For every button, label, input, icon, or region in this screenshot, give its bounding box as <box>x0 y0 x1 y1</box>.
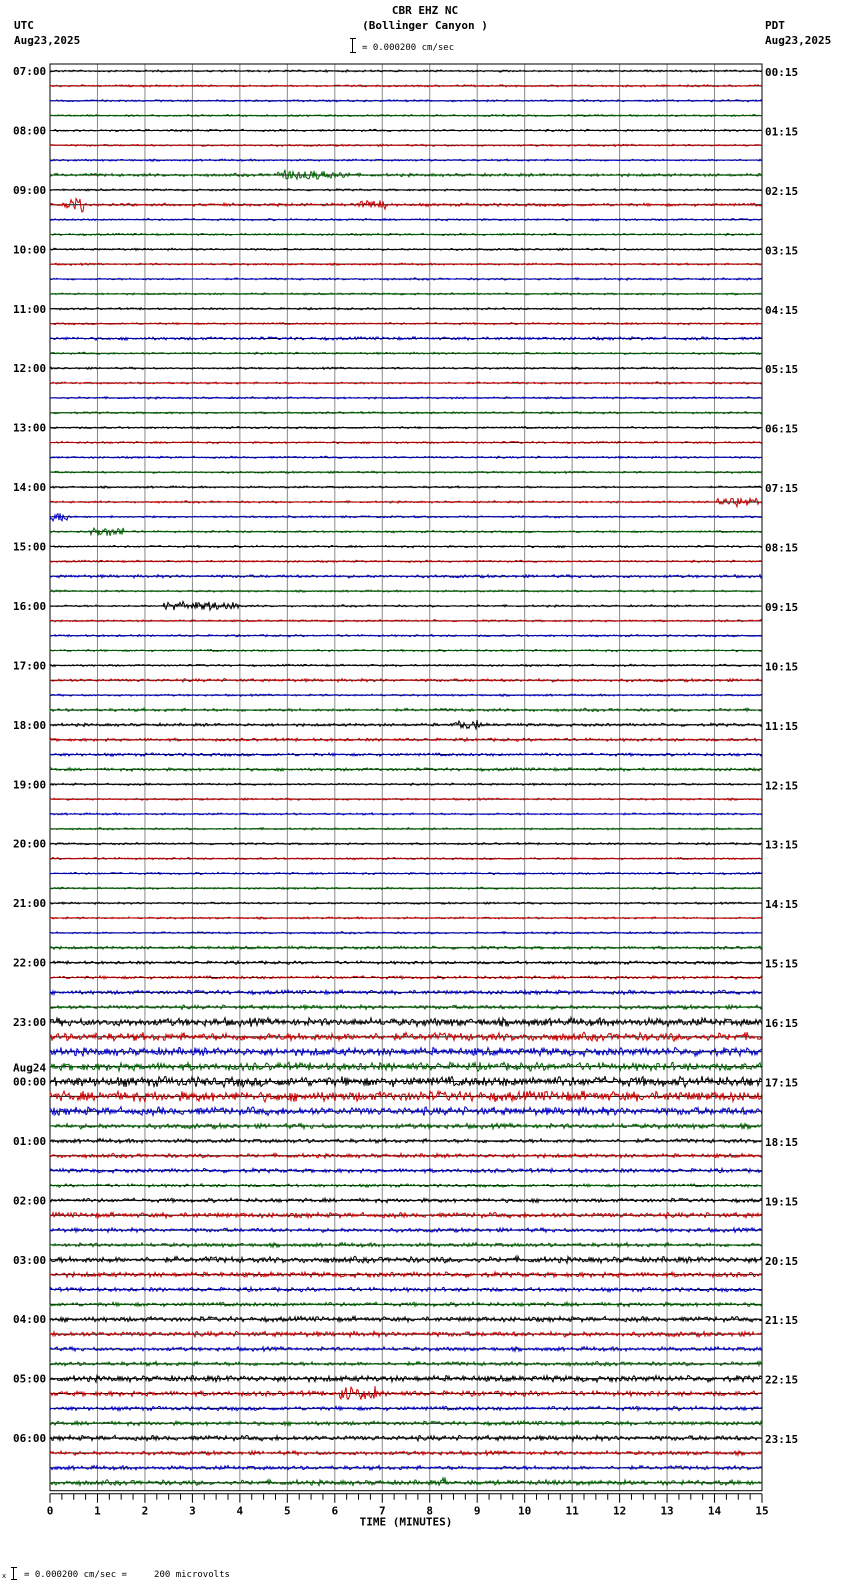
x-tick-label: 9 <box>473 1504 481 1518</box>
utc-hour-label: 10:00 <box>13 243 47 257</box>
pdt-hour-label: 14:15 <box>765 898 799 912</box>
seismic-trace <box>50 1451 762 1456</box>
seismic-trace <box>50 471 762 473</box>
seismic-trace <box>50 323 762 325</box>
utc-hour-label: 04:00 <box>13 1313 47 1327</box>
footer-scale-note: = 0.000200 cm/sec = 200 microvolts <box>24 1570 230 1580</box>
utc-hour-label: 13:00 <box>13 421 47 435</box>
seismic-trace <box>50 1362 762 1366</box>
utc-hour-label: 15:00 <box>13 540 47 554</box>
pdt-hour-label: 00:15 <box>765 66 799 79</box>
seismic-trace <box>50 694 762 696</box>
pdt-hour-label: 12:15 <box>765 779 799 793</box>
seismic-trace <box>50 858 762 860</box>
utc-hour-label: 07:00 <box>13 65 47 78</box>
utc-hour-label: 08:00 <box>13 124 47 138</box>
pdt-hour-label: 20:15 <box>765 1254 799 1268</box>
seismic-trace <box>50 649 762 651</box>
pdt-hour-label: 09:15 <box>765 600 799 614</box>
pdt-hour-label: 13:15 <box>765 838 799 852</box>
x-tick-label: 7 <box>378 1504 386 1518</box>
utc-hour-label: 03:00 <box>13 1253 47 1267</box>
seismic-trace <box>50 590 762 592</box>
seismic-trace <box>50 620 762 622</box>
seismic-trace <box>50 1466 762 1470</box>
pdt-hour-label: 07:15 <box>765 482 799 496</box>
seismic-trace <box>50 144 762 146</box>
seismic-trace <box>50 1386 762 1399</box>
seismic-trace <box>50 753 762 756</box>
seismic-trace <box>50 1243 762 1248</box>
utc-hour-label: 17:00 <box>13 659 47 673</box>
scale-label: = 0.000200 cm/sec <box>362 43 455 53</box>
utc-hour-label: 20:00 <box>13 837 47 851</box>
seismic-trace <box>50 1107 762 1116</box>
seismic-trace <box>50 352 762 354</box>
pdt-hour-label: 19:15 <box>765 1195 799 1209</box>
left-date: Aug23,2025 <box>14 34 81 47</box>
seismic-trace <box>50 278 762 280</box>
utc-hour-label: 01:00 <box>13 1134 47 1148</box>
seismic-trace <box>50 664 762 666</box>
seismic-trace <box>50 248 762 250</box>
pdt-hour-label: 10:15 <box>765 660 799 674</box>
pdt-hour-label: 23:15 <box>765 1433 799 1447</box>
utc-hour-label: 00:00 <box>13 1075 47 1089</box>
footer-scale-bar-icon <box>13 1567 20 1580</box>
x-tick-label: 3 <box>189 1504 196 1518</box>
seismic-trace <box>50 902 762 904</box>
seismic-trace <box>50 1477 762 1485</box>
x-tick-label: 6 <box>331 1504 339 1518</box>
x-tick-label: 10 <box>518 1504 532 1518</box>
x-tick-label: 14 <box>707 1504 722 1518</box>
utc-hour-label: 16:00 <box>13 599 47 613</box>
left-timezone: UTC <box>14 19 34 32</box>
pdt-hour-label: 16:15 <box>765 1017 799 1031</box>
utc-hour-label: 19:00 <box>13 778 47 792</box>
x-axis-title: TIME (MINUTES) <box>359 1515 453 1529</box>
seismic-trace <box>50 1406 762 1411</box>
plot-frame <box>50 64 762 1491</box>
seismic-trace <box>50 1256 762 1263</box>
x-tick-label: 12 <box>612 1504 627 1518</box>
seismic-trace <box>50 872 762 874</box>
seismic-trace <box>50 798 762 800</box>
x-tick-label: 11 <box>565 1504 579 1518</box>
seismic-trace <box>50 199 762 212</box>
utc-hour-label: 21:00 <box>13 897 47 911</box>
seismic-trace <box>50 768 762 772</box>
pdt-hour-label: 21:15 <box>765 1314 799 1328</box>
seismic-trace <box>50 293 762 295</box>
utc-hour-label: 23:00 <box>13 1016 47 1030</box>
seismic-trace <box>50 932 762 934</box>
seismic-trace <box>50 545 762 547</box>
utc-hour-label: 06:00 <box>13 1432 47 1446</box>
seismic-trace <box>50 1212 762 1218</box>
footer-prefix: x <box>2 1572 7 1580</box>
seismic-trace <box>50 427 762 429</box>
right-timezone: PDT <box>765 19 785 32</box>
seismic-trace <box>50 990 762 995</box>
seismic-trace <box>50 783 762 785</box>
seismic-trace <box>50 708 762 711</box>
pdt-hour-label: 05:15 <box>765 363 799 377</box>
seismic-trace <box>50 170 762 179</box>
x-tick-label: 8 <box>426 1504 434 1518</box>
utc-hour-label: 02:00 <box>13 1194 47 1208</box>
seismic-trace <box>50 233 762 235</box>
seismic-trace <box>50 129 762 131</box>
utc-hour-label: 05:00 <box>13 1372 47 1386</box>
pdt-hour-label: 03:15 <box>765 244 799 258</box>
x-tick-label: 4 <box>236 1504 244 1518</box>
seismic-trace <box>50 382 762 384</box>
seismic-trace <box>50 412 762 414</box>
pdt-hour-label: 06:15 <box>765 422 799 436</box>
pdt-hour-label: 08:15 <box>765 541 799 555</box>
seismic-trace <box>50 486 762 488</box>
x-tick-label: 5 <box>284 1504 291 1518</box>
seismic-trace <box>50 456 762 458</box>
utc-hour-label: 09:00 <box>13 183 47 197</box>
pdt-hour-label: 22:15 <box>765 1373 799 1387</box>
utc-hour-label: 11:00 <box>13 302 47 316</box>
pdt-hour-label: 11:15 <box>765 719 799 733</box>
utc-hour-label: 22:00 <box>13 956 47 970</box>
x-tick-label: 0 <box>46 1504 54 1518</box>
seismic-trace <box>50 70 762 72</box>
date-change-label: Aug24 <box>13 1061 47 1075</box>
seismic-trace <box>50 1347 762 1352</box>
pdt-hour-label: 02:15 <box>765 184 799 198</box>
x-tick-label: 13 <box>660 1504 674 1518</box>
station-title: CBR EHZ NC <box>391 4 459 17</box>
seismic-trace <box>50 308 762 310</box>
seismic-trace <box>50 843 762 845</box>
pdt-hour-label: 17:15 <box>765 1076 799 1090</box>
x-tick-label: 2 <box>141 1504 149 1518</box>
station-location: (Bollinger Canyon ) <box>362 19 488 32</box>
seismic-trace <box>50 337 762 340</box>
pdt-hour-label: 15:15 <box>765 957 799 971</box>
seismic-trace <box>50 498 762 507</box>
seismic-trace <box>50 679 762 682</box>
pdt-hour-label: 01:15 <box>765 125 799 139</box>
utc-hour-label: 12:00 <box>13 362 47 376</box>
pdt-hour-label: 18:15 <box>765 1135 799 1149</box>
seismic-trace <box>50 114 762 116</box>
pdt-hour-label: 04:15 <box>765 303 799 317</box>
right-date: Aug23,2025 <box>765 34 832 47</box>
utc-hour-label: 14:00 <box>13 481 47 495</box>
utc-hour-label: 18:00 <box>13 718 47 732</box>
x-tick-label: 1 <box>94 1504 101 1518</box>
seismic-trace <box>50 219 762 221</box>
x-tick-label: 15 <box>755 1504 769 1518</box>
